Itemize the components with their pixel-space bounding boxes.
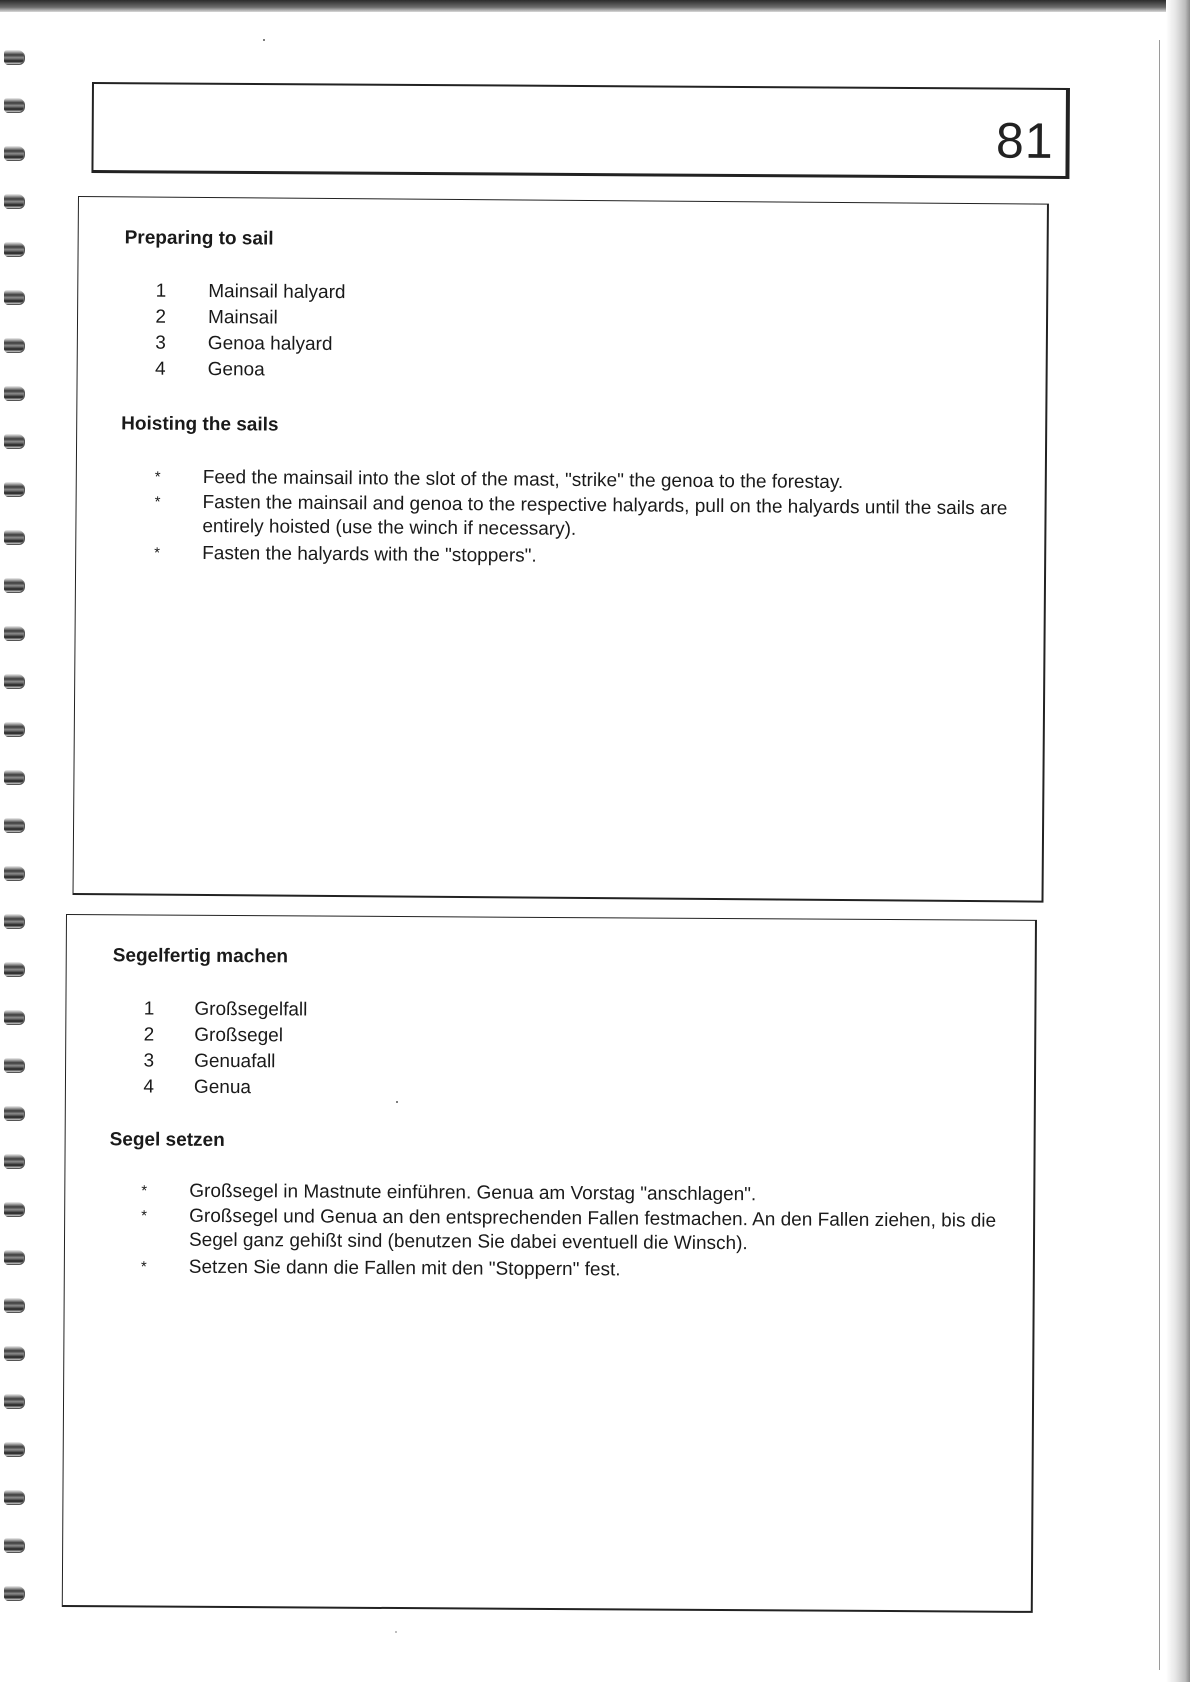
- binding-ring-icon: [4, 1586, 24, 1600]
- binding-ring-icon: [4, 1154, 24, 1168]
- list-item: [78, 331, 1046, 356]
- binding-ring-icon: [4, 1202, 24, 1216]
- item-number: 4: [154, 358, 166, 380]
- spiral-binding: [0, 40, 30, 1640]
- english-instructions-box: [73, 196, 1049, 903]
- bullet-text: Großsegel und Genua an den entsprechenden Fallen festmachen. An den Fallen ziehen, bis die Segel ganz gehißt sind (benutzen Sie dabei eventuell die Winsch).: [188, 1205, 997, 1255]
- binding-ring-icon: [4, 1058, 24, 1072]
- preparing-to-sail-heading: Preparing to sail: [124, 227, 274, 250]
- binding-ring-icon: [4, 1538, 24, 1552]
- item-label: Großsegel: [194, 1024, 284, 1047]
- list-item: [66, 1023, 1034, 1047]
- binding-ring-icon: [4, 962, 24, 976]
- list-item: [78, 305, 1046, 329]
- bullet-text: Feed the mainsail into the slot of the mast, "strike" the genoa to the forestay.: [202, 466, 844, 494]
- binding-ring-icon: [4, 482, 24, 496]
- binding-ring-icon: [4, 530, 24, 544]
- bullet-icon: *: [154, 468, 161, 486]
- list-item: [66, 1075, 1034, 1099]
- page-edge-shadow: [1166, 0, 1190, 1682]
- bullet-text: Fasten the mainsail and genoa to the respective halyards, pull on the halyards until the sails are entirely hoisted (use the winch if necessary).: [202, 491, 1008, 540]
- segel-setzen-heading: Segel setzen: [109, 1129, 225, 1151]
- bullet-icon: *: [154, 544, 161, 562]
- binding-ring-icon: [4, 98, 24, 112]
- binding-ring-icon: [4, 290, 24, 304]
- binding-ring-icon: [4, 194, 24, 208]
- scan-speck: [395, 1631, 397, 1633]
- item-number: 1: [143, 998, 155, 1020]
- segelfertig-machen-heading: Segelfertig machen: [112, 945, 289, 968]
- bullet-icon: *: [141, 1207, 148, 1225]
- bullet-icon: *: [154, 493, 161, 511]
- binding-ring-icon: [4, 1106, 24, 1120]
- list-item: [66, 997, 1034, 1021]
- item-number: 3: [155, 332, 166, 354]
- list-item: [78, 357, 1046, 381]
- page-header-box: [91, 82, 1070, 179]
- scan-top-edge: [0, 0, 1190, 12]
- binding-ring-icon: [4, 386, 24, 400]
- binding-ring-icon: [4, 1490, 24, 1504]
- item-label: Genoa: [207, 359, 265, 381]
- item-label: Mainsail: [207, 307, 278, 329]
- binding-ring-icon: [4, 626, 24, 640]
- binding-ring-icon: [4, 914, 24, 928]
- binding-ring-icon: [4, 1394, 24, 1408]
- binding-ring-icon: [4, 866, 24, 880]
- item-number: 1: [155, 280, 167, 302]
- item-number: 2: [143, 1024, 155, 1046]
- binding-ring-icon: [4, 1250, 24, 1264]
- binding-ring-icon: [4, 50, 24, 64]
- scan-speck: [263, 39, 265, 41]
- bullet-icon: *: [140, 1258, 147, 1276]
- binding-ring-icon: [4, 722, 24, 736]
- binding-ring-icon: [4, 1442, 24, 1456]
- list-item: [66, 1049, 1034, 1073]
- bullet-icon: *: [141, 1182, 148, 1200]
- bullet-text: Setzen Sie dann die Fallen mit den "Stoppern" fest.: [188, 1256, 621, 1281]
- list-item: [78, 279, 1046, 304]
- binding-ring-icon: [4, 1010, 24, 1024]
- page-edge-line: [1159, 40, 1160, 1670]
- binding-ring-icon: [4, 1346, 24, 1360]
- item-number: 3: [143, 1050, 155, 1072]
- item-number: 4: [143, 1076, 155, 1098]
- binding-ring-icon: [4, 242, 24, 256]
- binding-ring-icon: [4, 338, 24, 352]
- item-label: Genuafall: [194, 1050, 276, 1073]
- hoisting-the-sails-heading: Hoisting the sails: [121, 413, 279, 436]
- item-label: Genua: [193, 1076, 252, 1099]
- binding-ring-icon: [4, 818, 24, 832]
- binding-ring-icon: [4, 578, 24, 592]
- binding-ring-icon: [4, 770, 24, 784]
- item-label: Genoa halyard: [207, 333, 333, 356]
- binding-ring-icon: [4, 146, 24, 160]
- binding-ring-icon: [4, 434, 24, 448]
- bullet-text: Fasten the halyards with the "stoppers".: [202, 542, 537, 567]
- item-label: Großsegelfall: [194, 998, 308, 1021]
- bullet-text: Großsegel in Mastnute einführen. Genua am Vorstag "anschlagen".: [189, 1180, 757, 1206]
- german-instructions-box: [62, 914, 1037, 1613]
- item-number: 2: [155, 306, 167, 328]
- binding-ring-icon: [4, 674, 24, 688]
- page-number: 81: [995, 112, 1054, 169]
- item-label: Mainsail halyard: [208, 281, 346, 304]
- binding-ring-icon: [4, 1298, 24, 1312]
